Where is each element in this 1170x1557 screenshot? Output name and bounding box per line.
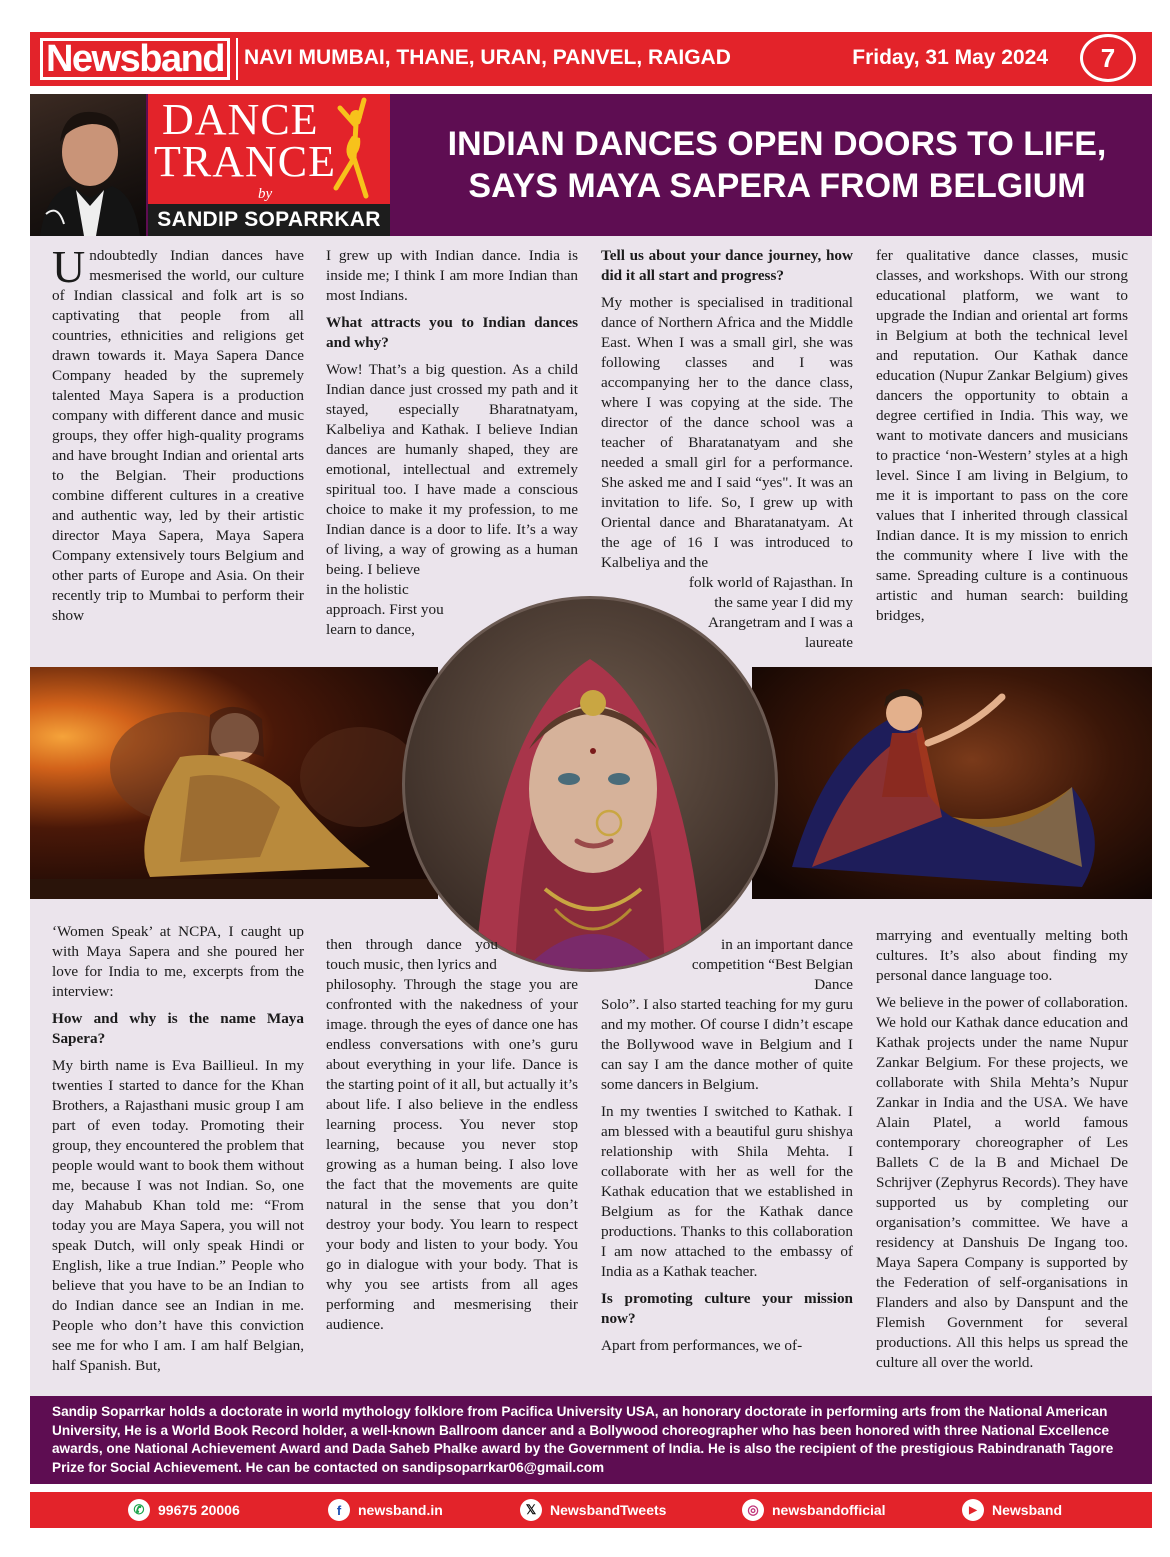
logo-title-trance: TRANCE (154, 137, 336, 186)
social-instagram[interactable] (742, 1498, 886, 1522)
logo-title-dance: DANCE (162, 95, 319, 144)
author-bio: Sandip Soparrkar holds a doctorate in world mythology folklore from Pacifica University USA, an honorary doctorate in performing arts from the National American University, He is a World Book Record holder, a well-known Ballroom dancer and a Bollywood choreographer who has been honored with three National Excellence awards, one National Achievement Award and Dada Saheb Phalke award by the Government of India. He is also the recipient of the prestigious Rabindranath Tagore Prize for Social Achievement. He can be contacted on sandipsoparrkar06@gmail.com (30, 1396, 1152, 1484)
article-column-1-top (52, 241, 304, 633)
drop-cap: U (52, 241, 86, 292)
column-author: SANDIP SOPARRKAR (148, 204, 390, 236)
masthead-bar (30, 32, 1152, 86)
paragraph: then through dance you touch music, then lyrics and (326, 936, 498, 973)
paragraph: Apart from performances, we of- (601, 1337, 803, 1354)
paragraph: Wow! That’s a big question. As a child Indian dance just crossed my path and it stayed, especially Bharatnatyam, Kalbeliya and Kathak. I believe Indian dances are humanly shaped, they are emotional, intellectual and extremely spiritual too. I have made a conscious choice to make it my profession, to me Indian dance is a door to life. It’s a way of living, a way of growing as a human being. I believe (326, 361, 578, 578)
facebook-icon: f (328, 1499, 350, 1521)
article-column-3-bottom (601, 935, 853, 1363)
social-label: NewsbandTweets (550, 1502, 667, 1518)
paragraph: in an important dance competition “Best Belgian Dance (691, 936, 853, 993)
article-column-3-top (601, 246, 853, 660)
headline-line-2: SAYS MAYA SAPERA FROM BELGIUM (468, 167, 1086, 205)
social-label: newsbandofficial (772, 1502, 886, 1518)
social-label: Newsband (992, 1502, 1063, 1518)
social-facebook[interactable] (328, 1498, 443, 1522)
article-column-1-bottom (52, 922, 304, 1383)
paragraph: Solo”. I also started teaching for my guru and my mother. Of course I didn’t escape the Bollywood wave in Belgium and I can say I am the dance mother of quite some dancers in Belgium. (601, 996, 853, 1093)
paragraph: We believe in the power of collaboration. We hold our Kathak dance education and Kathak projects under the name Nupur Zankar Belgium. For these projects, we collaborate with Shila Mehta’s Nupur Zankar in India and the USA. We have Alain Platel, a world famous contemporary choreographer of Les Ballets C de la B and Michael De Schrijver (Zephyrus Records). They have supported us by completing our organisation’s committee. We have a residency at Danshuis De Ingang too. Maya Sapera Company is supported by the Federation of self-organisations in Flanders and also by Danspunt and the Flemish Government for several productions. All this helps us spread the culture all over the world. (876, 994, 1128, 1371)
headline-line-1: INDIAN DANCES OPEN DOORS TO LIFE, (447, 125, 1107, 163)
paragraph: In my twenties I switched to Kathak. I am blessed with a beautiful guru shishya relationship with Shila Mehta. I collaborate with her as well for the Kathak education that we established in Belgium as for the Kathak dance productions. Thanks to this collaboration I am now attached to the embassy of India as a Kathak teacher. (601, 1103, 853, 1280)
dancer-silhouette-icon (326, 96, 386, 200)
issue-date: Friday, 31 May 2024 (852, 46, 1048, 69)
article-column-2-top (326, 246, 578, 647)
author-photo (30, 94, 146, 236)
logo-by: by (258, 186, 273, 202)
headline (402, 94, 1152, 236)
social-x[interactable] (520, 1498, 666, 1522)
social-whatsapp[interactable] (128, 1498, 240, 1522)
paragraph: folk world of Rajasthan. In the same year I did my Arangetram and I was a laureate (688, 574, 853, 651)
article-header (30, 94, 1152, 236)
article-column-4-bottom (876, 926, 1128, 1380)
interview-question: What attracts you to Indian dances and why? (326, 314, 578, 351)
dance-performance-photo-left (30, 667, 438, 899)
x-icon: 𝕏 (520, 1499, 542, 1521)
article-column-4-top (876, 246, 1128, 633)
column-logo (148, 94, 390, 236)
paragraph: in the holistic approach. First you learn to dance, (326, 581, 444, 638)
interview-question: How and why is the name Maya Sapera? (52, 1010, 304, 1047)
paragraph: fer qualitative dance classes, music classes, and workshops. With our strong educational platform, we want to upgrade the Indian and oriental art forms in Belgium at both the technical level and reputation. Our Kathak dance education (Nupur Zankar Belgium) gives dancers the opportunity to obtain a degree certified in India. This way, we want to motivate dancers and musicians to practice ‘non-Western’ styles at a high level. Since I am living in Belgium, to me it is important to pass on the core values that I inherited through classical Indian dance. It is my mission to enrich the community where I live with the same. Spreading culture is a continuous artistic and human search: building bridges, (876, 247, 1128, 624)
paragraph: ndoubtedly Indian dances have mesmerised the world, our culture of Indian classical and folk art is so captivating that people from all countries, ethnicities and religions get drawn towards it. Maya Sapera Dance Company headed by the supremely talented Maya Sapera is a production company with different dance and music groups, they offer high-quality programs and have brought Indian and oriental arts to the Belgian. Their productions combine different cultures in a creative and authentic way, led by their artistic director Maya Sapera, Maya Sapera Company extensively tours Belgium and other parts of Europe and Asia. On their recently trip to Mumbai to perform their show (52, 247, 304, 624)
social-footer (30, 1492, 1152, 1528)
interview-question: Tell us about your dance journey, how did it all start and progress? (601, 247, 853, 284)
youtube-icon: ▶ (962, 1499, 984, 1521)
paragraph: ‘Women Speak’ at NCPA, I caught up with Maya Sapera and she poured her love for India to me, excerpts from the interview: (52, 923, 304, 1000)
interview-question: Is promoting culture your mission now? (601, 1290, 853, 1327)
paragraph: I grew up with Indian dance. India is inside me; I think I am more Indian than most Indians. (326, 247, 578, 304)
social-label: newsband.in (358, 1502, 443, 1518)
page-number: 7 (1080, 34, 1136, 82)
edition-region: NAVI MUMBAI, THANE, URAN, PANVEL, RAIGAD (244, 46, 731, 69)
maya-sapera-portrait (402, 596, 778, 972)
brand-logo[interactable]: Newsband (40, 38, 230, 80)
social-youtube[interactable] (962, 1498, 1062, 1522)
paragraph: My mother is specialised in traditional dance of Northern Africa and the Middle East. When I was a small girl, she was following classes and I was accompanying her to the dance class, where I was copying at the side. The director of the dance school was a teacher of Bharatanatyam and she needed a small girl for a performance. She asked me and I said “yes". It was an invitation to life. So, I grew up with Oriental dance and Bharatanatyam. At the age of 16 I was introduced to Kalbeliya and the (601, 294, 853, 571)
paragraph: My birth name is Eva Baillieul. In my twenties I started to dance for the Khan Brothers, a Rajasthani music group I am part of even today. Promoting their group, they encountered the problem that people would want to book them without me, because I was not Indian. So, one day Mahabub Khan told me: “From today you are Maya Sapera, you will not speak Dutch, will only speak Hindi or English, like a true Indian.” People who believe that you have to be an Indian to do Indian dance see an Indian in me. People who don’t have this conviction see me for who I am. I am half Belgian, half Spanish. But, (52, 1057, 304, 1374)
article-column-2-bottom (326, 935, 578, 1342)
paragraph: philosophy. Through the stage you are confronted with the nakedness of your image. through the eyes of dance one has endless conversations with one’s guru about everything in your life. Dance is the starting point of it all, but actually it’s about life. I also believe in the endless learning process. You never stop learning, because you never stop growing as a human being. I also love the fact that the movements are quite natural in the sense that you don’t destroy your body. You learn to respect your body and listen to your body. You go in dialogue with your body. That is why you see artists from all ages performing and mesmerising their audience. (326, 976, 578, 1333)
social-label: 99675 20006 (158, 1502, 240, 1518)
whatsapp-icon: ✆ (128, 1499, 150, 1521)
dance-performance-photo-right (752, 667, 1152, 899)
paragraph: marrying and eventually melting both cultures. It’s also about finding my personal dance language too. (876, 927, 1128, 984)
masthead-divider (236, 38, 238, 80)
instagram-icon: ◎ (742, 1499, 764, 1521)
